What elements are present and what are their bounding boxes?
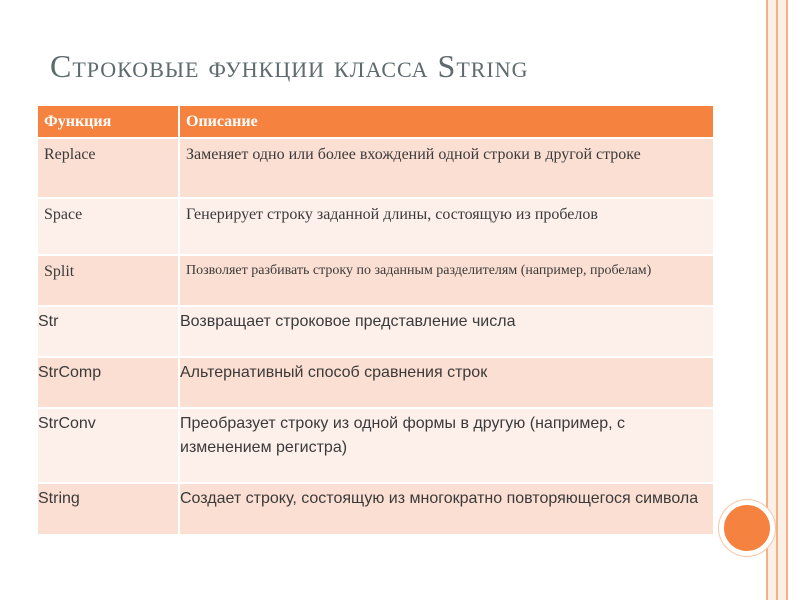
function-name [38, 408, 179, 483]
function-description: Генерирует строку заданной длины, состоящую из пробелов [179, 198, 714, 255]
function-description [179, 306, 714, 357]
function-description [179, 483, 714, 534]
function-description-text: Преобразует строку из одной формы в другую (например, с изменением регистра) [180, 415, 625, 456]
function-name [38, 483, 179, 534]
function-name [38, 306, 179, 357]
function-description: Позволяет разбивать строку по заданным разделителям (например, пробелам) [179, 255, 714, 306]
function-name-text: StrConv [38, 415, 96, 432]
table-header-row [38, 106, 714, 138]
table-row [38, 408, 714, 483]
decorative-stripe-line [776, 0, 778, 600]
table-row [38, 306, 714, 357]
function-name [38, 357, 179, 408]
function-name: Split [38, 255, 179, 306]
function-description-text: Создает строку, состоящую из многократно повторяющегося символа [180, 490, 699, 507]
decorative-stripe-line [786, 0, 788, 600]
table-row [38, 198, 714, 255]
function-name-text: String [38, 490, 80, 507]
function-description [179, 357, 714, 408]
function-name-text: StrComp [38, 364, 102, 381]
table-row [38, 138, 714, 198]
function-description-text: Альтернативный способ сравнения строк [180, 364, 488, 381]
function-name-text: Str [38, 313, 59, 330]
function-description: Заменяет одно или более вхождений одной строки в другой строке [179, 138, 714, 198]
function-description [179, 408, 714, 483]
header-description: Описание [179, 106, 714, 138]
functions-table [38, 106, 715, 534]
decorative-circle [719, 500, 775, 556]
function-name: Replace [38, 138, 179, 198]
function-description-text: Возвращает строковое представление числа [180, 313, 516, 330]
table-row [38, 255, 714, 306]
table-row [38, 483, 714, 534]
slide-title: Строковые функции класса String [50, 48, 529, 84]
header-function: Функция [38, 106, 179, 138]
function-name: Space [38, 198, 179, 255]
table-row [38, 357, 714, 408]
